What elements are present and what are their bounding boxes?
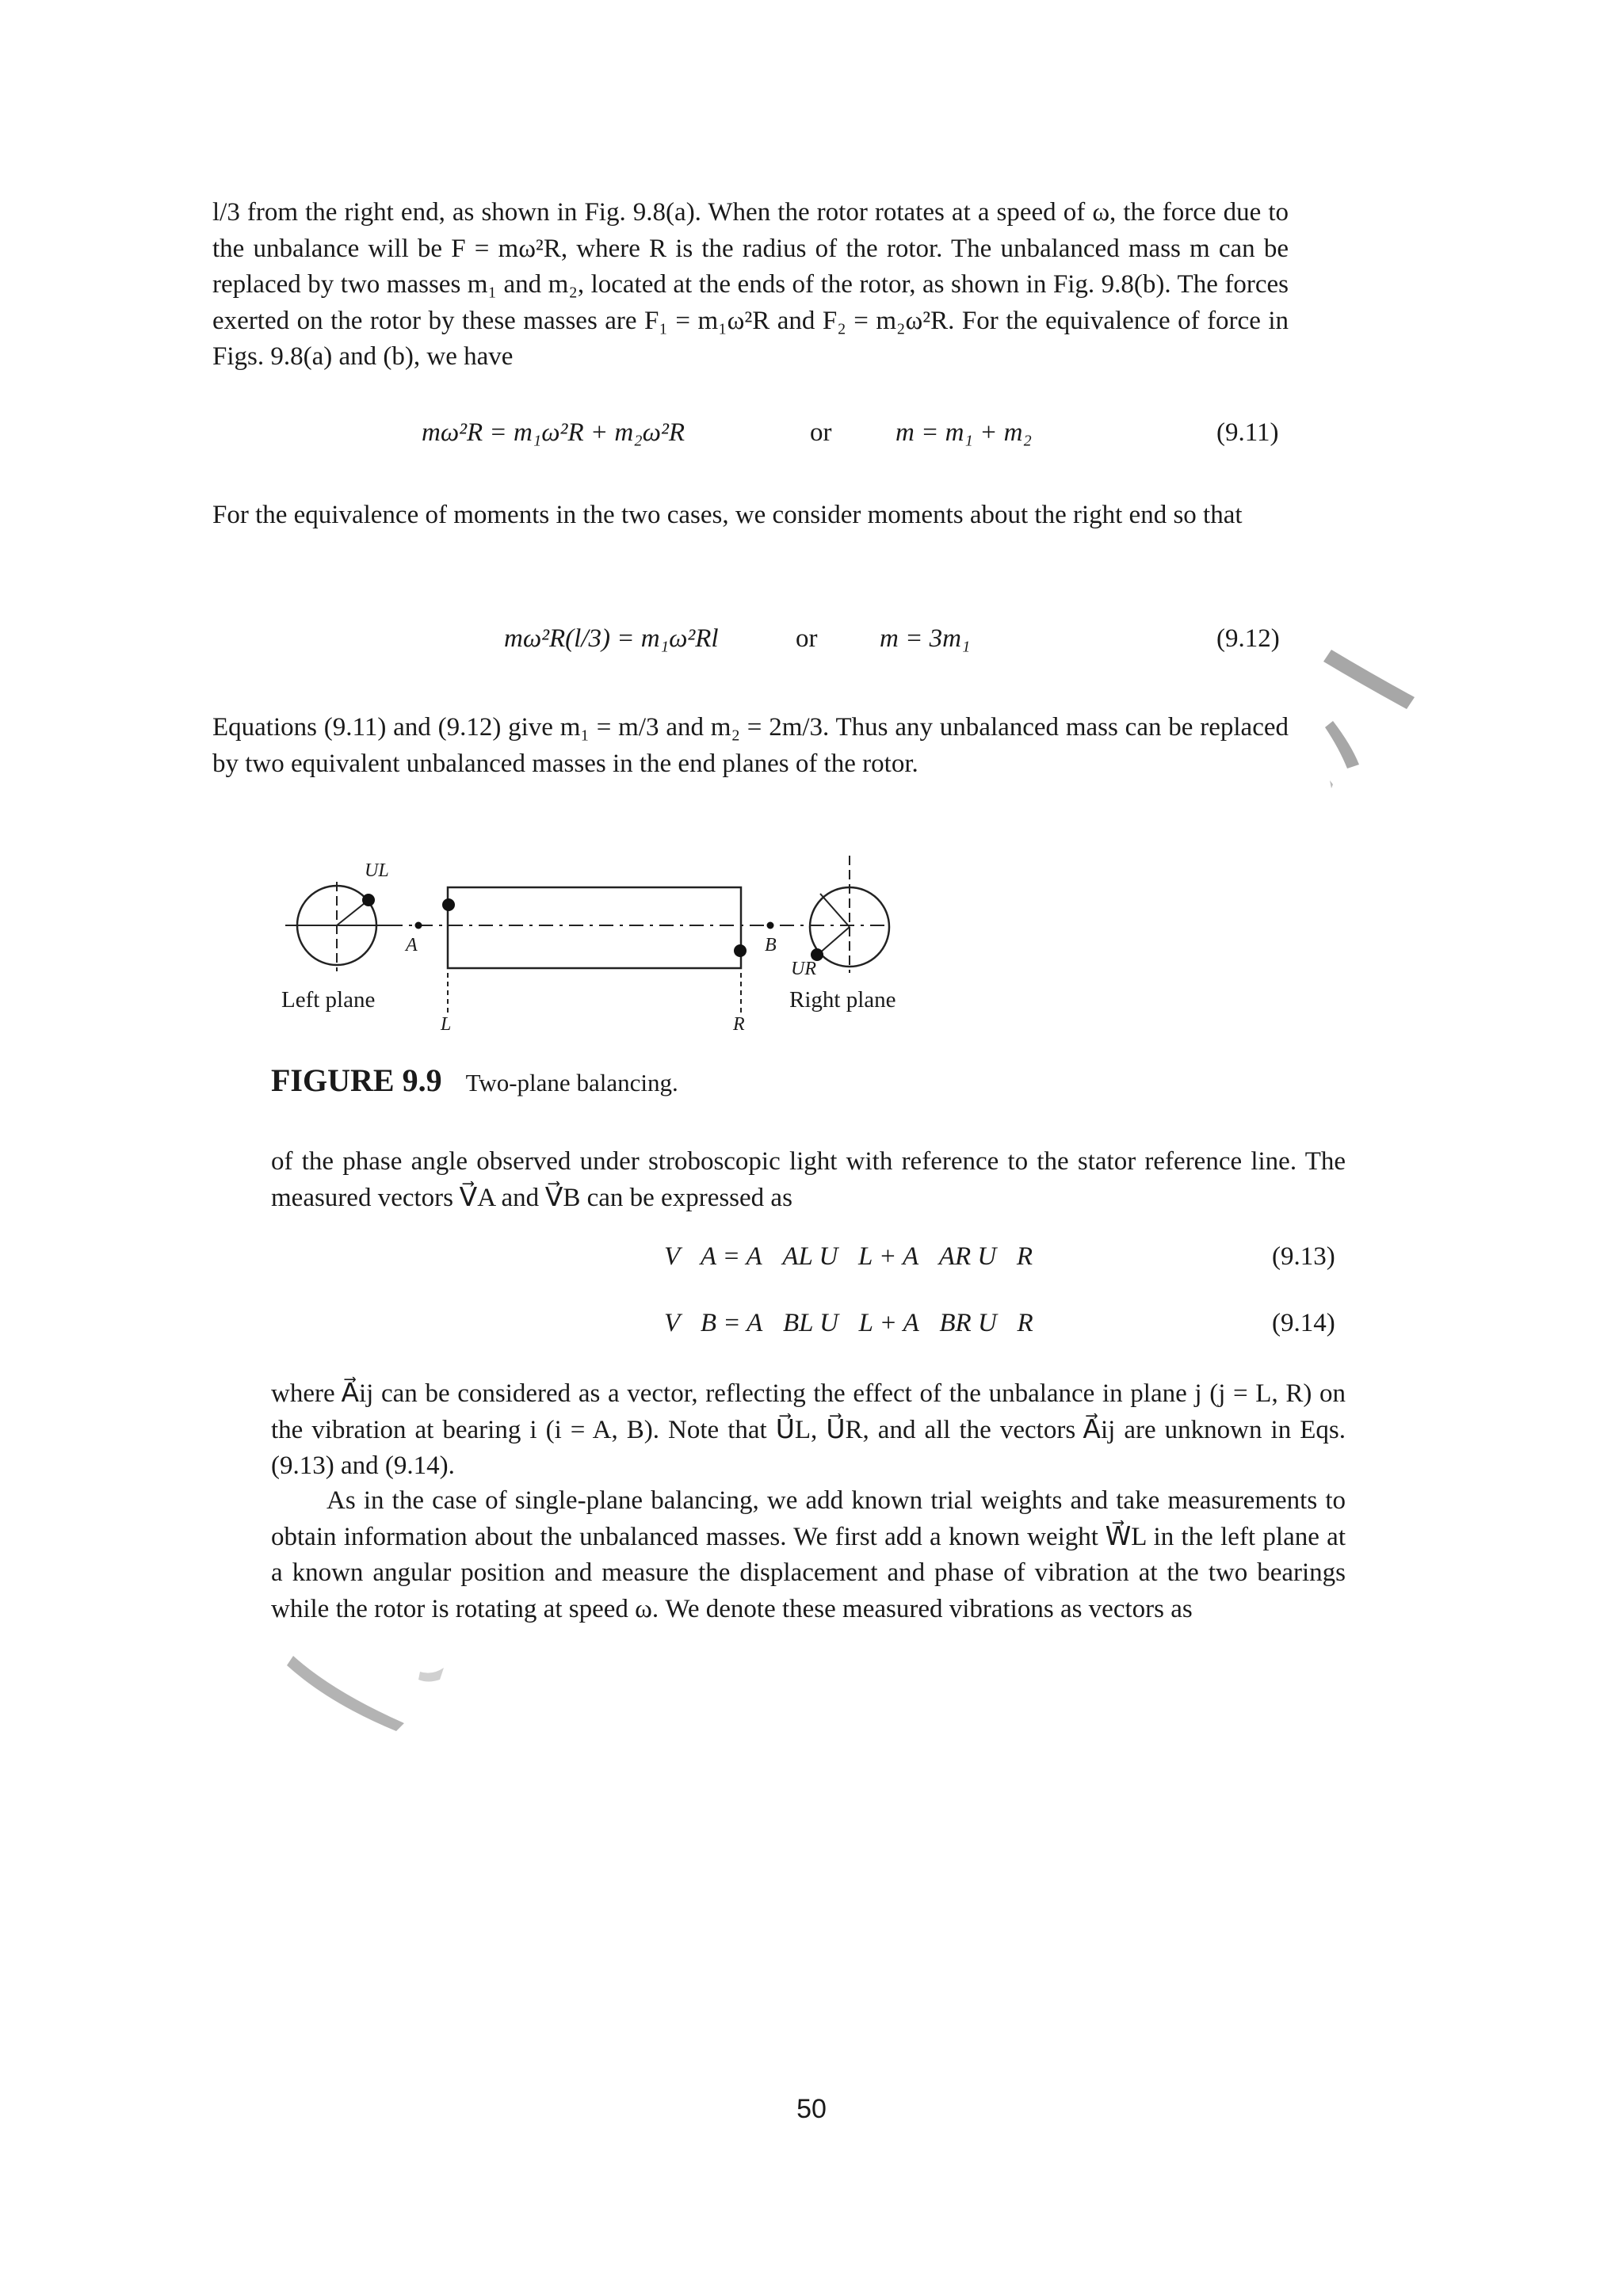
page-number: 50 — [796, 2094, 827, 2124]
rotor-body — [448, 887, 741, 968]
two-plane-balancing-diagram — [269, 846, 927, 1044]
equation-9-13-number: (9.13) — [1272, 1242, 1335, 1271]
paragraph-2: For the equivalence of moments in the two cases, we consider moments about the right end so that — [212, 501, 1243, 529]
figure-caption — [271, 1062, 678, 1099]
right-plane-radius-2 — [819, 927, 850, 954]
label-b: B — [765, 935, 777, 955]
paragraph-5: where A⃗ij can be considered as a vector, reflecting the effect of the unbalance in plane j (j = L, R) on the vibration at bearing i (i = A, B). Note that U⃗L, U⃗R, and all the vectors A⃗ij are unknown in Eqs. (9.13) and (9.14). — [271, 1379, 1346, 1480]
equation-9-12-right: m = 3m₁ — [880, 624, 971, 653]
equation-9-12-number: (9.12) — [1216, 624, 1280, 653]
paragraph-4: of the phase angle observed under stroboscopic light with reference to the stator reference line. The measured vectors V⃗A and V⃗B can be expressed as — [271, 1147, 1346, 1212]
label-ul: UL — [365, 860, 389, 881]
label-ur: UR — [791, 959, 816, 979]
paragraph-3: Equations (9.11) and (9.12) give m₁ = m/3 and m₂ = 2m/3. Thus any unbalanced mass can be replaced by two equivalent unbalanced masses in the end planes of the rotor. — [212, 713, 1289, 778]
right-plane-radius-1 — [820, 894, 850, 927]
label-r: R — [733, 1014, 745, 1035]
bearing-a-point — [415, 922, 422, 929]
equation-9-12-connector: or — [796, 624, 818, 653]
paragraph-6: As in the case of single-plane balancing, we add known trial weights and take measurements to obtain information about the unbalanced masses. We first add a known weight W⃗L in the left plane at a known angular position and measure the displacement and phase of vibration at the two bearings while the rotor is rotating at speed ω. We denote these measured vibrations as vectors as — [271, 1486, 1346, 1623]
rotor-left-end-mass — [442, 898, 455, 911]
rotor-right-end-mass — [734, 944, 747, 957]
equation-9-11-number: (9.11) — [1216, 418, 1279, 447]
label-left-plane: Left plane — [281, 987, 376, 1013]
figure-caption-text: Two-plane balancing. — [465, 1069, 678, 1097]
label-l: L — [441, 1014, 452, 1035]
label-right-plane: Right plane — [789, 987, 896, 1013]
equation-9-11-right: m = m₁ + m₂ — [896, 418, 1032, 447]
watermark-mark-bottom — [285, 1648, 444, 1743]
equation-9-13: V⃗A = A⃗AL U⃗L + A⃗AR U⃗R — [664, 1242, 1033, 1271]
equation-9-11-left: mω²R = m₁ω²R + m₂ω²R — [422, 418, 685, 447]
equation-9-11-connector: or — [810, 418, 832, 447]
watermark-mark-right — [1316, 626, 1434, 816]
bearing-b-point — [767, 922, 774, 929]
label-a: A — [406, 935, 418, 955]
left-unbalance-mass — [362, 894, 375, 906]
equation-9-14: V⃗B = A⃗BL U⃗L + A⃗BR U⃗R — [664, 1309, 1033, 1337]
figure-label: FIGURE 9.9 — [271, 1062, 442, 1098]
paragraph-1: l/3 from the right end, as shown in Fig. 9.8(a). When the rotor rotates at a speed of ω, the force due to the unbalance will be F = mω²R, where R is the radius of the rotor. The unbalanced mass m can be replaced by two masses m₁ and m₂, located at the ends of the rotor, as shown in Fig. 9.8(b). The forces exerted on the rotor by these masses are F₁ = m₁ω²R and F₂ = m₂ω²R. For the equivalence of force in Figs. 9.8(a) and (b), we have — [212, 198, 1289, 371]
equation-9-14-number: (9.14) — [1272, 1309, 1335, 1337]
equation-9-12-left: mω²R(l/3) = m₁ω²Rl — [504, 624, 719, 653]
